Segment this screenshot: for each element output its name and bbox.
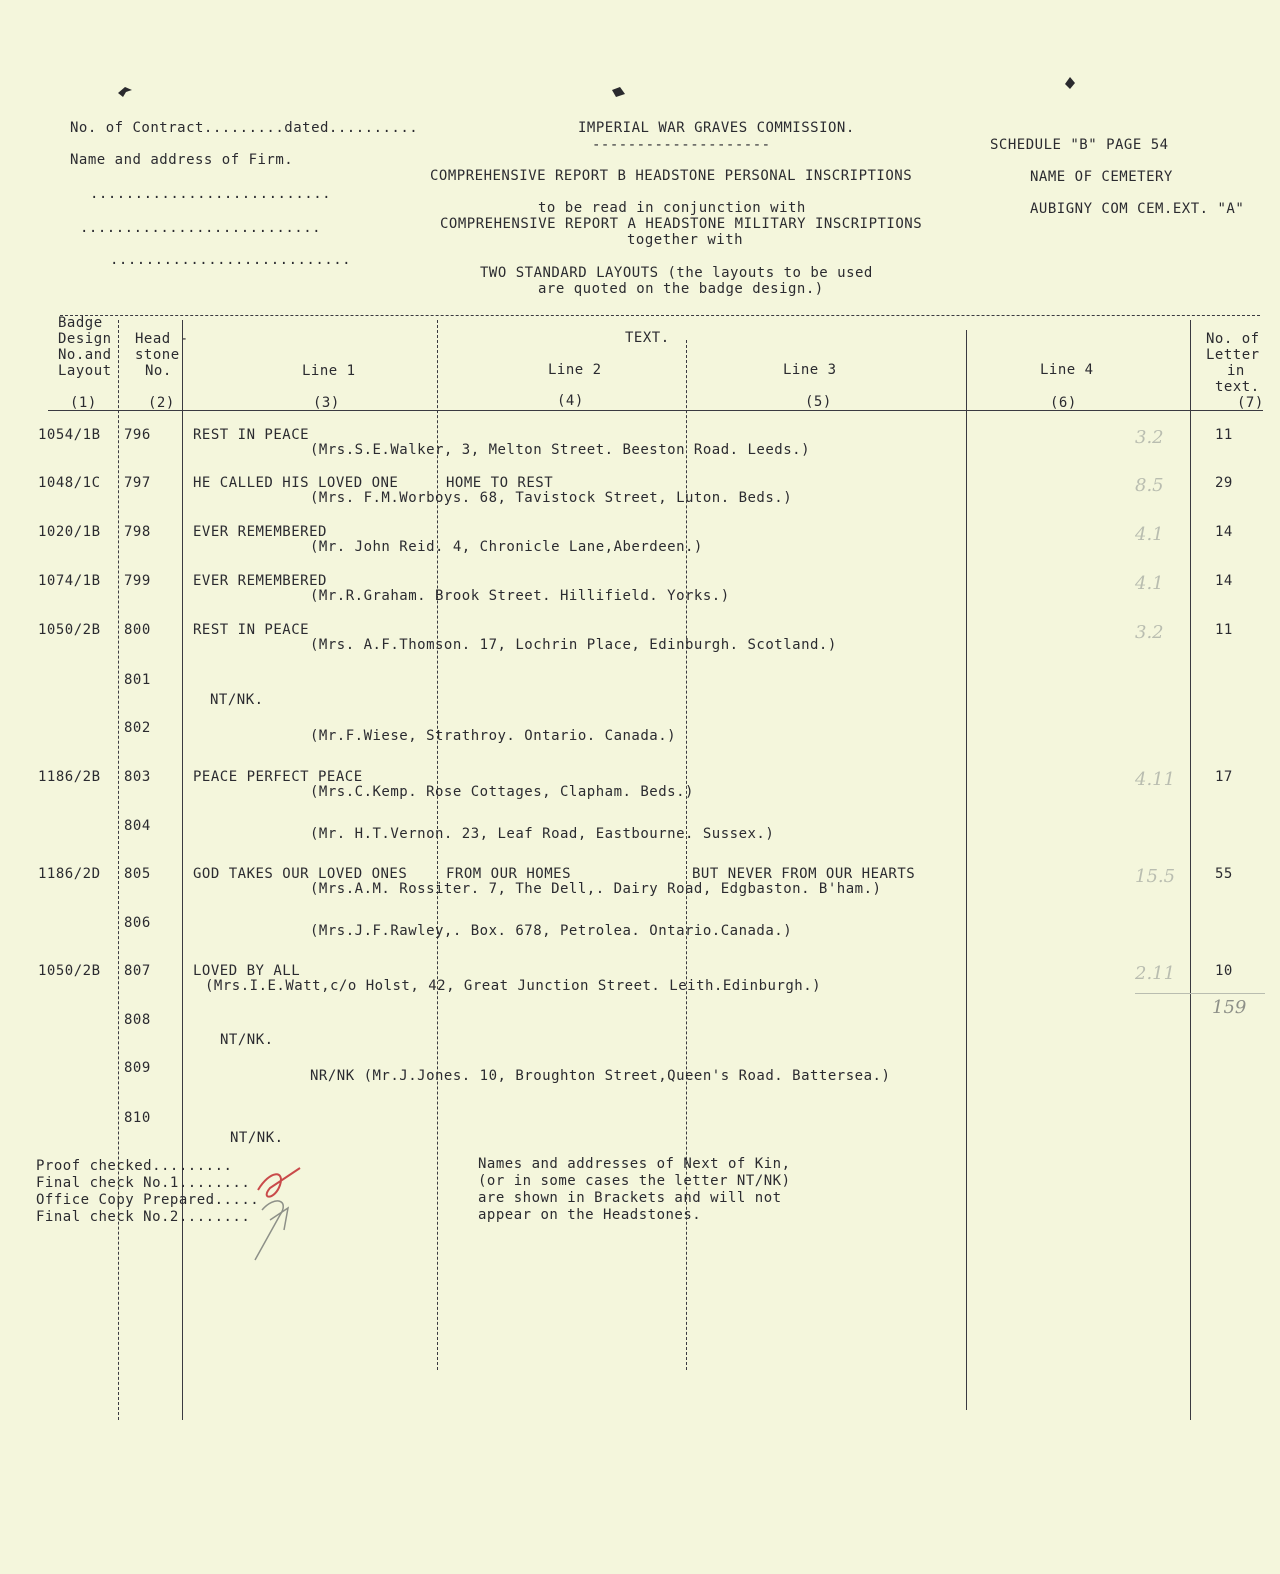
- row-headstone-no: 798: [124, 524, 151, 540]
- row-badge-design: 1074/1B: [38, 573, 101, 589]
- col-divider-3: [437, 320, 438, 1370]
- row-line1: LOVED BY ALL: [193, 963, 301, 979]
- header-bottom-rule: [48, 410, 1263, 411]
- row-badge-design: 1048/1C: [38, 475, 101, 491]
- row-headstone-no: 801: [124, 672, 151, 688]
- row-headstone-no: 810: [124, 1110, 151, 1126]
- row-next-of-kin: (Mrs. A.F.Thomson. 17, Lochrin Place, Edinburgh. Scotland.): [310, 637, 837, 653]
- row-next-of-kin: (Mrs.A.M. Rossiter. 7, The Dell,. Dairy Road, Edgbaston. B'ham.): [310, 881, 882, 897]
- row-pencil-note: 8.5: [1135, 475, 1164, 496]
- row-line1: GOD TAKES OUR LOVED ONES: [193, 866, 408, 882]
- col-divider-1: [118, 320, 119, 1420]
- line4-heading: Line 4: [1040, 362, 1094, 378]
- row-pencil-note: 2.11: [1135, 963, 1176, 984]
- final-check-2: Final check No.2........: [36, 1209, 251, 1225]
- col7-heading-3: in: [1227, 363, 1245, 379]
- col-num-4: (4): [557, 393, 584, 409]
- header-top-rule: [60, 315, 1260, 316]
- row-headstone-no: 797: [124, 475, 151, 491]
- note-line-3: are shown in Brackets and will not: [478, 1190, 782, 1206]
- col1-heading-2: Design: [58, 331, 112, 347]
- final-check-1: Final check No.1........: [36, 1175, 251, 1191]
- row-nt-nk: NT/NK.: [220, 1032, 274, 1048]
- row-pencil-note: 3.2: [1135, 427, 1164, 448]
- initials-signature-icon: [240, 1160, 310, 1270]
- row-line3: BUT NEVER FROM OUR HEARTS: [692, 866, 916, 882]
- col-num-5: (5): [805, 394, 832, 410]
- row-headstone-no: 802: [124, 720, 151, 736]
- row-badge-design: 1186/2D: [38, 866, 101, 882]
- row-pencil-note: 4.1: [1135, 524, 1164, 545]
- row-headstone-no: 808: [124, 1012, 151, 1028]
- row-pencil-note: 4.11: [1135, 769, 1176, 790]
- row-badge-design: 1020/1B: [38, 524, 101, 540]
- col7-heading-4: text.: [1215, 379, 1260, 395]
- row-letter-count: 11: [1215, 622, 1233, 638]
- row-next-of-kin: (Mrs.I.E.Watt,c/o Holst, 42, Great Junction Street. Leith.Edinburgh.): [205, 978, 822, 994]
- row-line1: REST IN PEACE: [193, 427, 310, 443]
- row-headstone-no: 805: [124, 866, 151, 882]
- row-line1: REST IN PEACE: [193, 622, 310, 638]
- commission-underline: --------------------: [592, 137, 771, 153]
- col-num-2: (2): [148, 395, 175, 411]
- text-group-heading: TEXT.: [625, 330, 670, 346]
- row-headstone-no: 796: [124, 427, 151, 443]
- layouts-line-2: are quoted on the badge design.): [538, 281, 824, 297]
- col-num-7: (7): [1237, 395, 1264, 411]
- punch-hole-right: [1062, 76, 1078, 90]
- col7-heading-2: Letter: [1206, 347, 1260, 363]
- row-next-of-kin: (Mrs.C.Kemp. Rose Cottages, Clapham. Beds.): [310, 784, 694, 800]
- col2-heading-1: Head -: [135, 331, 189, 347]
- row-next-of-kin: (Mr.R.Graham. Brook Street. Hillifield. Yorks.): [310, 588, 730, 604]
- punch-hole-left: [117, 84, 133, 98]
- row-badge-design: 1186/2B: [38, 769, 101, 785]
- layouts-line-1: TWO STANDARD LAYOUTS (the layouts to be used: [480, 265, 873, 281]
- contract-line: No. of Contract.........dated..........: [70, 120, 419, 136]
- row-line1: EVER REMEMBERED: [193, 573, 327, 589]
- firm-line: Name and address of Firm.: [70, 152, 294, 168]
- row-headstone-no: 807: [124, 963, 151, 979]
- col1-heading-3: No.and: [58, 347, 112, 363]
- row-nt-nk: NT/NK.: [230, 1130, 284, 1146]
- firm-dots-1: ...........................: [90, 186, 332, 202]
- row-pencil-note: 3.2: [1135, 622, 1164, 643]
- row-next-of-kin: (Mrs.S.E.Walker, 3, Melton Street. Beeston Road. Leeds.): [310, 442, 811, 458]
- line1-heading: Line 1: [302, 363, 356, 379]
- note-line-2: (or in some cases the letter NT/NK): [478, 1173, 791, 1189]
- row-headstone-no: 803: [124, 769, 151, 785]
- row-line2: FROM OUR HOMES: [446, 866, 572, 882]
- row-next-of-kin: NR/NK (Mr.J.Jones. 10, Broughton Street,Queen's Road. Battersea.): [310, 1068, 891, 1084]
- row-next-of-kin: (Mr. H.T.Vernon. 23, Leaf Road, Eastbourne. Sussex.): [310, 826, 775, 842]
- col7-heading-1: No. of: [1206, 331, 1260, 347]
- read-line-1: to be read in conjunction with: [538, 200, 806, 216]
- col-num-1: (1): [70, 395, 97, 411]
- row-letter-count: 29: [1215, 475, 1233, 491]
- row-next-of-kin: (Mr.F.Wiese, Strathroy. Ontario. Canada.): [310, 728, 677, 744]
- row-headstone-no: 809: [124, 1060, 151, 1076]
- row-headstone-no: 799: [124, 573, 151, 589]
- row-headstone-no: 800: [124, 622, 151, 638]
- col-divider-2: [182, 320, 183, 1420]
- commission-title: IMPERIAL WAR GRAVES COMMISSION.: [578, 120, 855, 136]
- col2-heading-3: No.: [145, 363, 172, 379]
- row-nt-nk: NT/NK.: [210, 692, 264, 708]
- row-letter-count: 10: [1215, 963, 1233, 979]
- row-letter-count: 55: [1215, 866, 1233, 882]
- row-headstone-no: 806: [124, 915, 151, 931]
- pencil-total: 159: [1212, 997, 1247, 1018]
- note-line-4: appear on the Headstones.: [478, 1207, 702, 1223]
- read-line-2: COMPREHENSIVE REPORT A HEADSTONE MILITARY INSCRIPTIONS: [440, 216, 923, 232]
- row-letter-count: 11: [1215, 427, 1233, 443]
- col-divider-5: [966, 330, 967, 1410]
- note-line-1: Names and addresses of Next of Kin,: [478, 1156, 791, 1172]
- pencil-total-rule: [1135, 993, 1265, 994]
- report-title: COMPREHENSIVE REPORT B HEADSTONE PERSONAL INSCRIPTIONS: [430, 168, 913, 184]
- col-divider-6: [1190, 320, 1191, 1420]
- col1-heading-1: Badge: [58, 315, 103, 331]
- row-next-of-kin: (Mrs. F.M.Worboys. 68, Tavistock Street, Luton. Beds.): [310, 490, 793, 506]
- col1-heading-4: Layout: [58, 363, 112, 379]
- proof-checked: Proof checked.........: [36, 1158, 233, 1174]
- line2-heading: Line 2: [548, 362, 602, 378]
- row-next-of-kin: (Mrs.J.F.Rawley,. Box. 678, Petrolea. Ontario.Canada.): [310, 923, 793, 939]
- row-line2: HOME TO REST: [446, 475, 554, 491]
- col-num-6: (6): [1050, 395, 1077, 411]
- col2-heading-2: stone: [135, 347, 180, 363]
- row-pencil-note: 15.5: [1135, 866, 1176, 887]
- row-line1: HE CALLED HIS LOVED ONE: [193, 475, 399, 491]
- read-line-3: together with: [627, 232, 744, 248]
- schedule-page: SCHEDULE "B" PAGE 54: [990, 137, 1169, 153]
- cemetery-name: AUBIGNY COM CEM.EXT. "A": [1030, 201, 1245, 217]
- firm-dots-3: ...........................: [110, 252, 352, 268]
- row-line1: EVER REMEMBERED: [193, 524, 327, 540]
- cemetery-label: NAME OF CEMETERY: [1030, 169, 1173, 185]
- punch-hole-center: [610, 85, 626, 99]
- row-letter-count: 14: [1215, 573, 1233, 589]
- office-copy-prepared: Office Copy Prepared.....: [36, 1192, 260, 1208]
- row-line1: PEACE PERFECT PEACE: [193, 769, 363, 785]
- line3-heading: Line 3: [783, 362, 837, 378]
- row-badge-design: 1050/2B: [38, 622, 101, 638]
- row-badge-design: 1054/1B: [38, 427, 101, 443]
- row-letter-count: 17: [1215, 769, 1233, 785]
- row-headstone-no: 804: [124, 818, 151, 834]
- firm-dots-2: ...........................: [80, 220, 322, 236]
- row-letter-count: 14: [1215, 524, 1233, 540]
- row-pencil-note: 4.1: [1135, 573, 1164, 594]
- col-num-3: (3): [313, 395, 340, 411]
- row-next-of-kin: (Mr. John Reid. 4, Chronicle Lane,Aberdeen.): [310, 539, 703, 555]
- row-badge-design: 1050/2B: [38, 963, 101, 979]
